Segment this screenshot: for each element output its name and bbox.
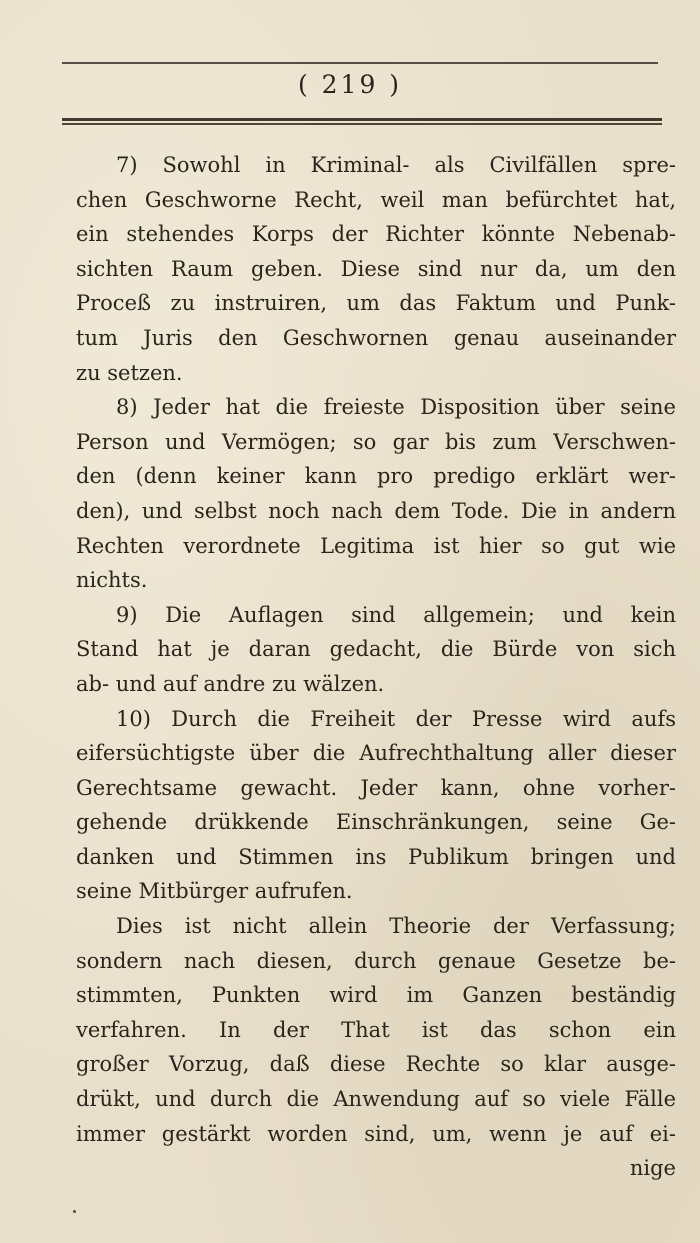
text-line: sichten Raum geben. Diese sind nur da, um den [76, 256, 676, 281]
text-line: 7) Sowohl in Kriminal- als Civilfällen spre- [116, 153, 676, 177]
text-line: Person und Vermögen; so gar bis zum Verschwen- [76, 429, 676, 454]
text-line: Rechten verordnete Legitima ist hier so gut wie [76, 533, 676, 558]
text-line: 9) Die Auflagen sind allgemein; und kein [116, 602, 676, 627]
body-text [76, 148, 676, 1186]
ink-spot [73, 1210, 76, 1213]
text-line: danken und Stimmen ins Publikum bringen und [76, 844, 676, 869]
text-line: Proceß zu instruiren, um das Faktum und Punk- [76, 291, 676, 316]
catchword: nige [629, 1156, 676, 1181]
text-line: chen Geschworne Recht, weil man befürchtet hat, [76, 187, 676, 212]
text-line: den (denn keiner kann pro predigo erklärt wer- [76, 464, 676, 489]
text-line: zu setzen. [76, 360, 183, 385]
text-line: großer Vorzug, daß diese Rechte so klar ausge- [76, 1052, 676, 1077]
text-line: den), und selbst noch nach dem Tode. Die in andern [76, 498, 676, 523]
text-line: eifersüchtigste über die Aufrechthaltung aller dieser [76, 741, 676, 766]
text-line: nichts. [76, 568, 148, 593]
text-line: gehende drükkende Einschränkungen, seine Ge- [76, 810, 676, 835]
text-line: sondern nach diesen, durch genaue Gesetze be- [76, 948, 676, 973]
text-line: Stand hat je daran gedacht, die Bürde von sich [76, 637, 676, 662]
header-double-rule [62, 118, 662, 125]
text-line: ein stehendes Korps der Richter könnte Nebenab- [76, 222, 676, 247]
text-line: 10) Durch die Freiheit der Presse wird aufs [116, 706, 676, 731]
text-line: stimmten, Punkten wird im Ganzen beständig [76, 983, 676, 1008]
page-number: ( 219 ) [297, 70, 403, 99]
text-line: immer gestärkt worden sind, um, wenn je auf ei- [76, 1121, 676, 1146]
text-line: 8) Jeder hat die freieste Disposition über seine [116, 395, 676, 420]
top-rule [62, 62, 658, 64]
text-line: drükt, und durch die Anwendung auf so viele Fälle [76, 1087, 676, 1112]
text-line: tum Juris den Geschwornen genau auseinander [76, 325, 676, 350]
text-line: verfahren. In der That ist das schon ein [76, 1017, 676, 1042]
text-line: Dies ist nicht allein Theorie der Verfassung; [116, 914, 676, 939]
text-line: Gerechtsame gewacht. Jeder kann, ohne vorher- [76, 775, 676, 800]
text-line: seine Mitbürger aufrufen. [76, 879, 353, 904]
text-line: ab- und auf andre zu wälzen. [76, 671, 385, 696]
